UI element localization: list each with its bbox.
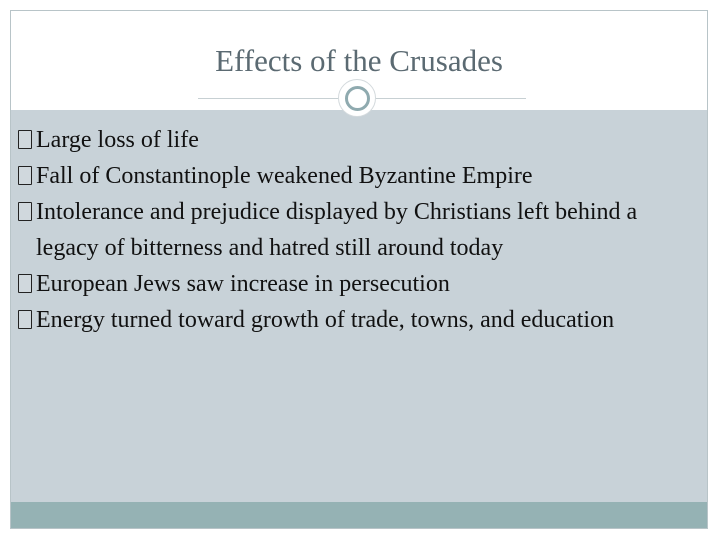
slide-title: Effects of the Crusades [215,43,503,78]
bullet-text: Energy turned toward growth of trade, towns, and education [36,307,615,333]
missing-glyph-box-icon [18,310,32,329]
bullet-item [18,194,698,266]
ring-icon [345,86,370,111]
missing-glyph-box-icon [18,202,32,221]
divider-circle-icon [338,79,376,117]
bullet-item [18,158,698,194]
bullet-item [18,302,698,338]
bullet-text: European Jews saw increase in persecution [36,271,450,297]
bullet-text: Fall of Constantinople weakened Byzantine Empire [36,163,533,189]
bullet-text: Intolerance and prejudice displayed by Christians left behind a legacy of bitterness and hatred still around today [36,199,638,261]
missing-glyph-box-icon [18,274,32,293]
bullet-text: Large loss of life [36,127,199,153]
missing-glyph-box-icon [18,166,32,185]
missing-glyph-box-icon [18,130,32,149]
bullet-list [18,122,698,338]
bullet-item [18,122,698,158]
bullet-item [18,266,698,302]
bottom-band [11,502,707,528]
